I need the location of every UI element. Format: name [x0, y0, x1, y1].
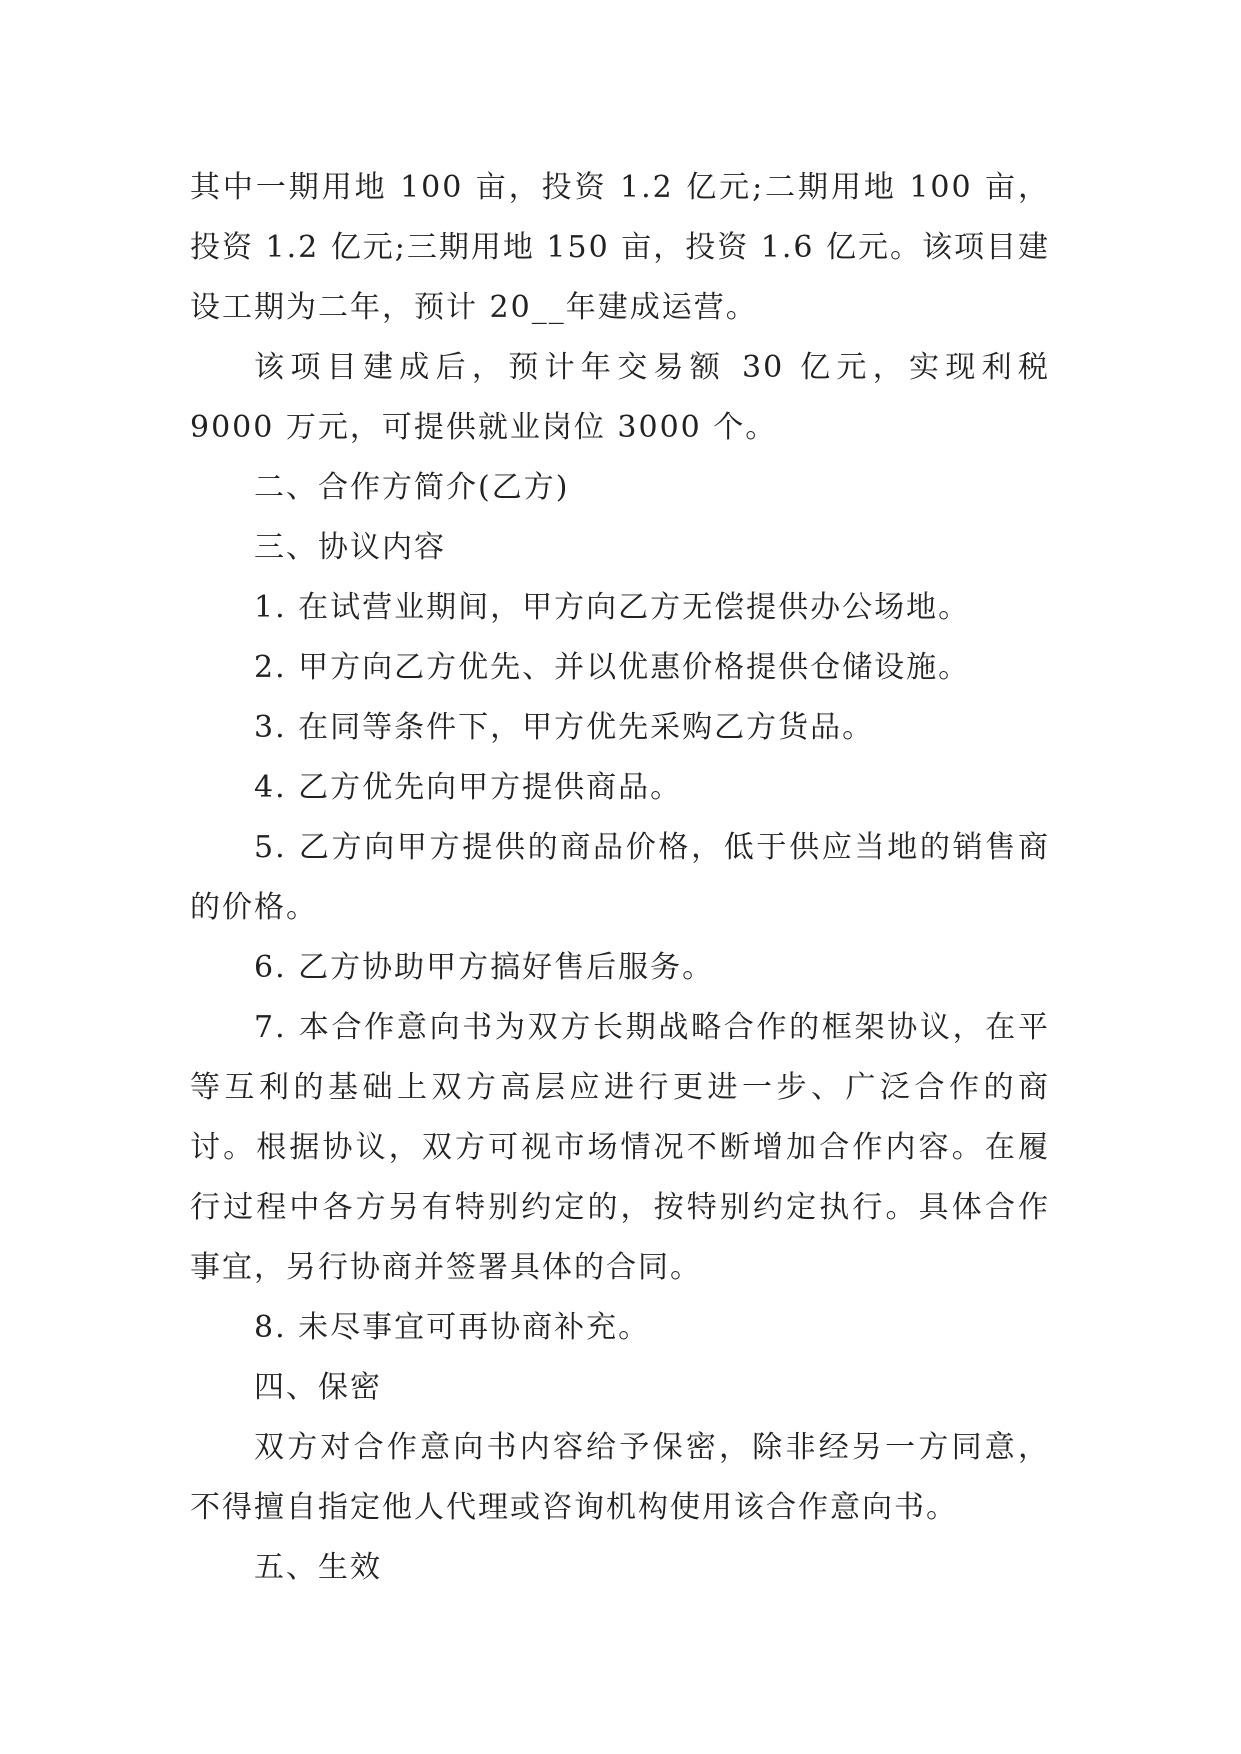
clause-6: 6. 乙方协助甲方搞好售后服务。 [254, 950, 715, 985]
heading-confidentiality: 四、保密 [254, 1370, 382, 1405]
clause-5: 5. 乙方向甲方提供的商品价格，低于供应当地的销售商的价格。 [190, 830, 1050, 925]
heading-effectiveness: 五、生效 [254, 1550, 382, 1585]
document-body [190, 158, 1050, 1598]
paragraph-project-phases: 其中一期用地 100 亩，投资 1.2 亿元;二期用地 100 亩，投资 1.2 亿元;三期用地 150 亩，投资 1.6 亿元。该项目建设工期为二年，预计 20__年建成运营。 [190, 170, 1051, 325]
heading-partner-intro: 二、合作方简介(乙方) [254, 470, 570, 505]
paragraph-project-benefits: 该项目建成后，预计年交易额 30 亿元，实现利税 9000 万元，可提供就业岗位 3000 个。 [190, 350, 1050, 445]
heading-agreement-content: 三、协议内容 [254, 530, 446, 565]
clause-4: 4. 乙方优先向甲方提供商品。 [254, 770, 683, 805]
clause-8: 8. 未尽事宜可再协商补充。 [254, 1310, 651, 1345]
paragraph-confidentiality: 双方对合作意向书内容给予保密，除非经另一方同意，不得擅自指定他人代理或咨询机构使用该合作意向书。 [190, 1430, 1050, 1525]
clause-3: 3. 在同等条件下，甲方优先采购乙方货品。 [254, 710, 875, 745]
clause-7: 7. 本合作意向书为双方长期战略合作的框架协议，在平等互利的基础上双方高层应进行更进一步、广泛合作的商讨。根据协议，双方可视市场情况不断增加合作内容。在履行过程中各方另有特别约定的，按特别约定执行。具体合作事宜，另行协商并签署具体的合同。 [190, 1010, 1050, 1285]
clause-2: 2. 甲方向乙方优先、并以优惠价格提供仓储设施。 [254, 650, 971, 685]
clause-1: 1. 在试营业期间，甲方向乙方无偿提供办公场地。 [254, 590, 971, 625]
